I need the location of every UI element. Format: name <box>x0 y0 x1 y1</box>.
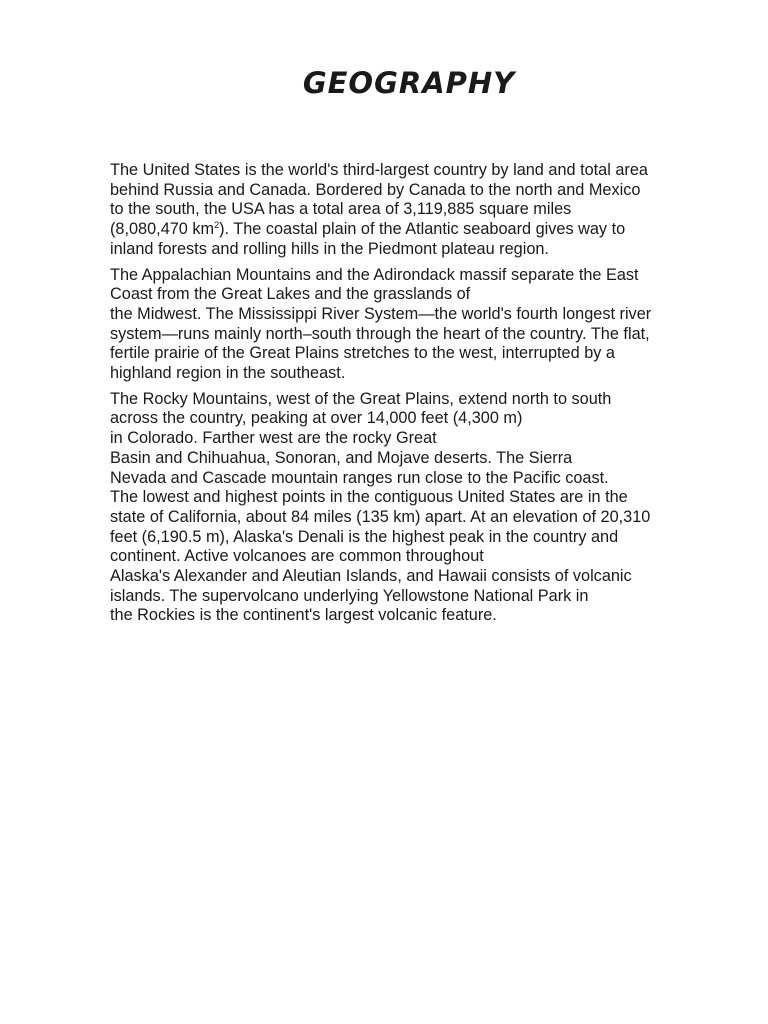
document-body <box>110 161 720 632</box>
text-line: The Appalachian Mountains and the Adirondack massif separate the East <box>110 265 639 284</box>
text-line-with-superscript <box>110 220 720 240</box>
superscript: 2 <box>214 220 220 231</box>
text-line: continent. Active volcanoes are common throughout <box>110 547 484 566</box>
paragraph-3 <box>110 390 720 626</box>
text-line: The Rocky Mountains, west of the Great Plains, extend north to south <box>110 389 612 408</box>
text-line: islands. The supervolcano underlying Yellowstone National Park in <box>110 586 589 605</box>
text-line: Basin and Chihuahua, Sonoran, and Mojave deserts. The Sierra <box>110 448 573 467</box>
text-line: the Midwest. The Mississippi River System—the world's fourth longest river <box>110 304 652 323</box>
text-line: the Rockies is the continent's largest volcanic feature. <box>110 606 497 625</box>
text-line: Alaska's Alexander and Aleutian Islands, and Hawaii consists of volcanic <box>110 567 632 586</box>
text-line: state of California, about 84 miles (135 km) apart. At an elevation of 20,310 <box>110 507 651 526</box>
text-line: The United States is the world's third-largest country by land and total area <box>110 161 648 179</box>
text-line: The lowest and highest points in the contiguous United States are in the <box>110 488 628 507</box>
text-line: to the south, the USA has a total area of 3,119,885 square miles <box>110 200 572 219</box>
text-line: Coast from the Great Lakes and the grasslands of <box>110 285 471 304</box>
text-line: behind Russia and Canada. Bordered by Canada to the north and Mexico <box>110 180 641 199</box>
text-line: Nevada and Cascade mountain ranges run close to the Pacific coast. <box>110 468 609 487</box>
paragraph-1 <box>110 161 720 260</box>
text-fragment: ). The coastal plain of the Atlantic seaboard gives way to <box>219 220 626 239</box>
text-line: system—runs mainly north–south through the heart of the country. The flat, <box>110 324 650 343</box>
text-line: feet (6,190.5 m), Alaska's Denali is the highest peak in the country and <box>110 527 619 546</box>
text-line: inland forests and rolling hills in the Piedmont plateau region. <box>110 239 549 258</box>
paragraph-2 <box>110 266 720 384</box>
document-title: GEOGRAPHY <box>302 66 516 100</box>
text-line: across the country, peaking at over 14,000 feet (4,300 m) <box>110 409 523 428</box>
text-line: fertile prairie of the Great Plains stretches to the west, interrupted by a <box>110 344 615 363</box>
text-line: in Colorado. Farther west are the rocky Great <box>110 429 437 448</box>
text-line: highland region in the southeast. <box>110 364 346 383</box>
text-fragment: (8,080,470 km <box>110 220 215 239</box>
